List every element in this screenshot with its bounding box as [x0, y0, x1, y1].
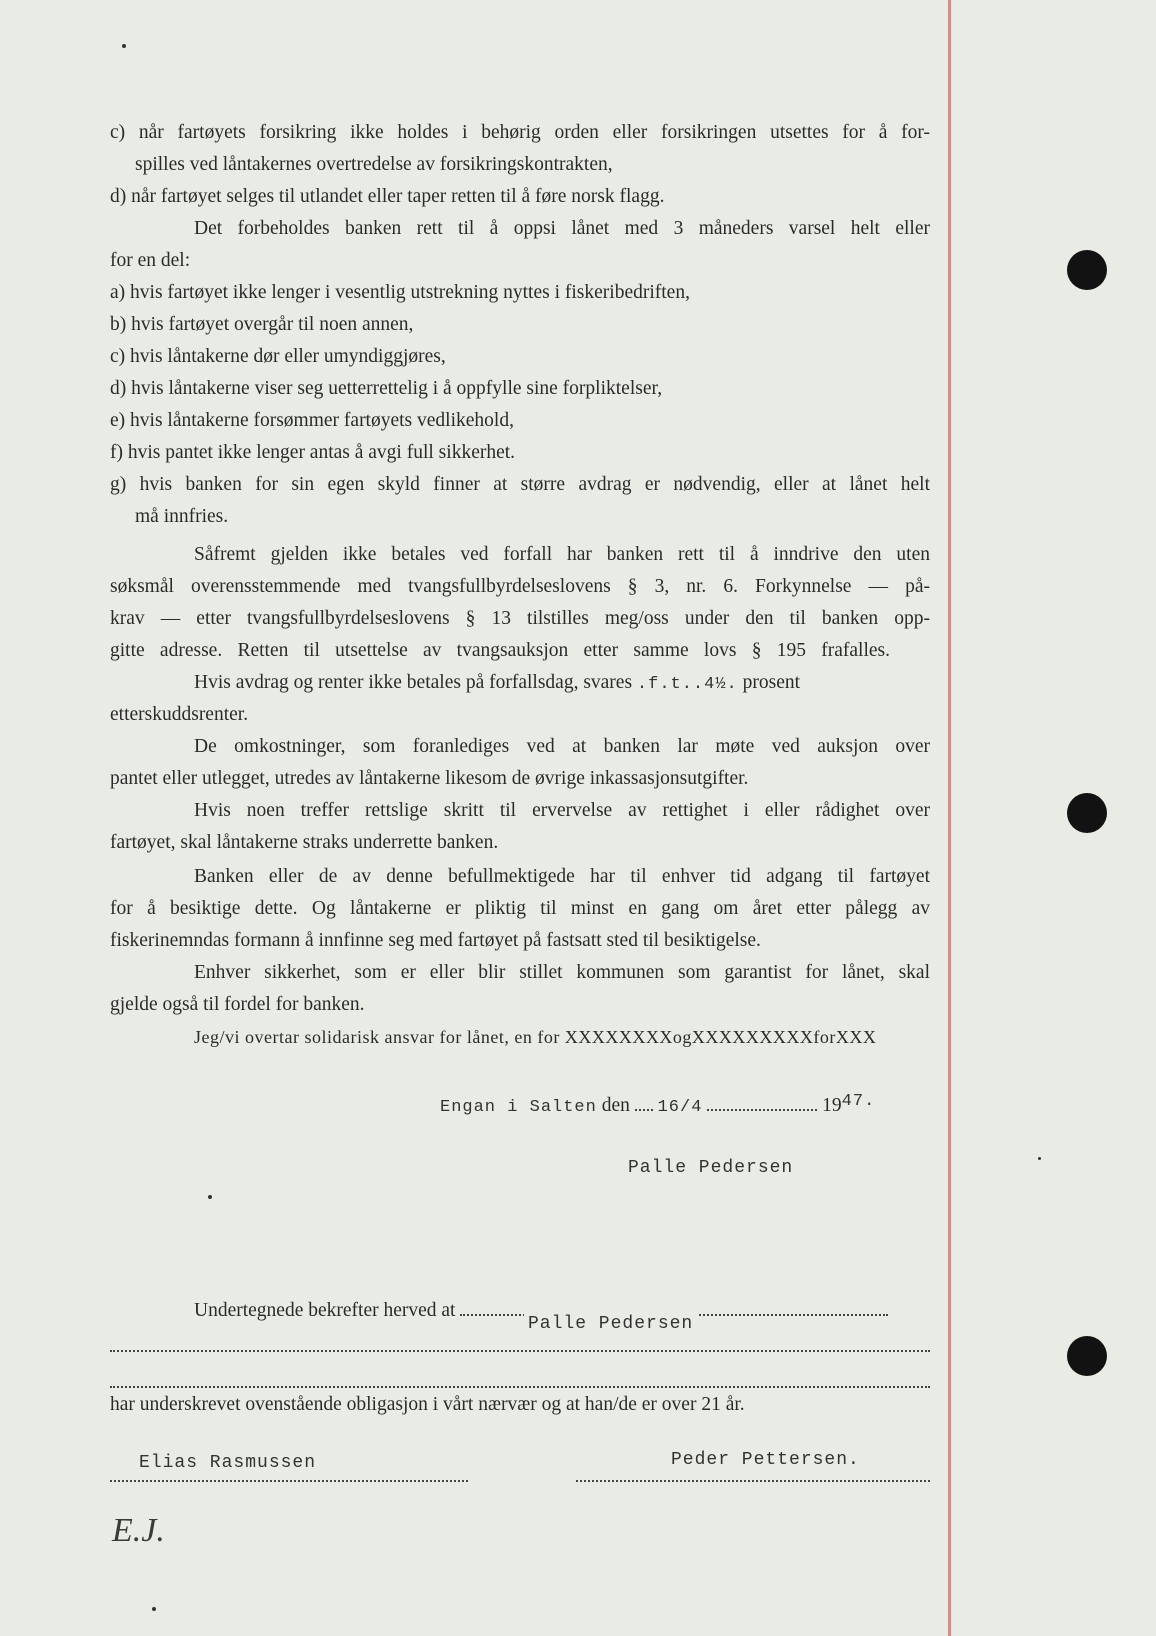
text-line: søksmål overensstemmende med tvangsfullbyrdelseslovens § 3, nr. 6. Forkynnelse — på-: [110, 576, 930, 597]
dotted-fill: [635, 1087, 653, 1111]
solidary-liability-line: Jeg/vi overtar solidarisk ansvar for lånet, en for XXXXXXXXogXXXXXXXXXforXXX: [194, 1027, 877, 1047]
confirm-statement: har underskrevet ovenstående obligasjon i vårt nærvær og at han/de er over 21 år.: [110, 1394, 745, 1415]
text-line: d) hvis låntakerne viser seg uetterrettelig i å oppfylle sine forpliktelser,: [110, 378, 663, 399]
speck: [122, 44, 126, 48]
text-line: c) hvis låntakerne dør eller umyndiggjøres,: [110, 346, 446, 367]
dotted-fill-line: [110, 1322, 930, 1352]
text-line: De omkostninger, som foranlediges ved at banken lar møte ved auksjon over: [194, 736, 930, 757]
text-line: etterskuddsrenter.: [110, 704, 249, 725]
witness-left-typed: Elias Rasmussen: [136, 1453, 319, 1473]
date-line: [440, 1087, 875, 1117]
binder-hole-middle: [1067, 793, 1107, 833]
binder-hole-bottom: [1067, 1336, 1107, 1376]
text-line: for en del:: [110, 250, 191, 271]
year-typed: 47.: [841, 1092, 876, 1111]
handwritten-initials: E.J.: [112, 1512, 165, 1549]
text-line: e) hvis låntakerne forsømmer fartøyets vedlikehold,: [110, 410, 514, 431]
text-line: gjelde også til fordel for banken.: [110, 994, 365, 1015]
text-line: spilles ved låntakernes overtredelse av forsikringskontrakten,: [135, 154, 613, 175]
text-line: må innfries.: [135, 506, 229, 527]
dotted-fill-line: [110, 1358, 930, 1388]
text-line: b) hvis fartøyet overgår til noen annen,: [110, 314, 414, 335]
date-typed: 16/4: [657, 1098, 703, 1117]
year-printed: 19: [822, 1095, 842, 1116]
text-line: Det forbeholdes banken rett til å oppsi lånet med 3 måneders varsel helt eller: [194, 218, 930, 239]
place-typed: Engan i Salten: [440, 1098, 597, 1117]
text-line: a) hvis fartøyet ikke lenger i vesentlig utstrekning nyttes i fiskeribedriften,: [110, 282, 690, 303]
text-line-interest: [194, 667, 800, 699]
text-line: g) hvis banken for sin egen skyld finner at større avdrag er nødvendig, eller at lånet helt: [110, 474, 930, 495]
dotted-fill: [460, 1292, 888, 1316]
speck: [152, 1607, 156, 1611]
text-line: fartøyet, skal låntakerne straks underrette banken.: [110, 832, 499, 853]
signer-name-typed: Palle Pedersen: [628, 1158, 794, 1178]
text-line: f) hvis pantet ikke lenger antas å avgi full sikkerhet.: [110, 442, 516, 463]
interest-percent-label: prosent: [742, 672, 801, 693]
text-line: Banken eller de av denne befullmektigede har til enhver tid adgang til fartøyet: [194, 866, 930, 887]
confirm-name-typed: Palle Pedersen: [524, 1314, 697, 1334]
text-line: gitte adresse. Retten til utsettelse av tvangsauksjon etter samme lovs § 195 frafalles.: [110, 640, 890, 661]
text-line: krav — etter tvangsfullbyrdelseslovens § 13 tilstilles meg/oss under den til banken opp-: [110, 608, 930, 629]
text-line: Såfremt gjelden ikke betales ved forfall har banken rett til å inndrive den uten: [194, 544, 930, 565]
text-line: Hvis noen treffer rettslige skritt til ervervelse av rettighet i eller rådighet over: [194, 800, 930, 821]
dotted-fill: [707, 1087, 817, 1111]
red-margin-line: [948, 0, 951, 1636]
speck: [1038, 1157, 1041, 1160]
binder-hole-top: [1067, 250, 1107, 290]
text-line: Enhver sikkerhet, som er eller blir stillet kommunen som garantist for lånet, skal: [194, 962, 930, 983]
text-line: fiskerinemndas formann å innfinne seg med fartøyet på fastsatt sted til besiktigelse.: [110, 930, 761, 951]
text-line: d) når fartøyet selges til utlandet eller taper retten til å føre norsk flagg.: [110, 186, 665, 207]
interest-text: Hvis avdrag og renter ikke betales på forfallsdag, svares: [194, 672, 633, 693]
text-line: c) når fartøyets forsikring ikke holdes i behørig orden eller forsikringen utsettes for å for-: [110, 122, 930, 143]
den-label: den: [601, 1095, 630, 1116]
text-line: for å besiktige dette. Og låntakerne er pliktig til minst en gang om året etter pålegg av: [110, 898, 930, 919]
witness-right-typed: Peder Pettersen.: [668, 1450, 863, 1470]
confirm-label: Undertegnede bekrefter herved at: [194, 1300, 456, 1321]
speck: [208, 1195, 212, 1199]
interest-rate-typed: .f.t..4½.: [636, 675, 738, 694]
text-line: pantet eller utlegget, utredes av låntakerne likesom de øvrige inkassasjonsutgifter.: [110, 768, 749, 789]
